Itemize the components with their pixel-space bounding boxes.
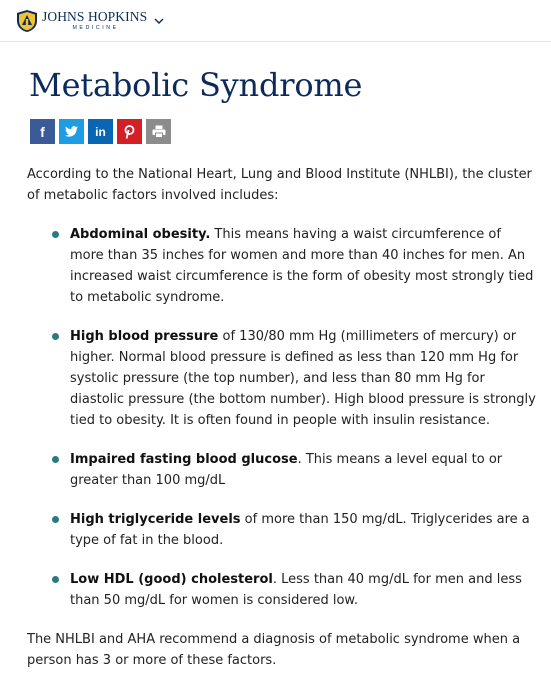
factor-text: of more than 150 mg/dL. Triglycerides are a type of fat in the blood.: [70, 512, 530, 548]
page-title: Metabolic Syndrome: [29, 66, 363, 104]
factor-term: Impaired fasting blood glucose: [70, 452, 298, 467]
twitter-icon: [65, 126, 78, 137]
factor-list: [27, 224, 542, 611]
site-logo[interactable]: [16, 9, 164, 33]
list-item: [70, 449, 542, 491]
factor-term: High triglyceride levels: [70, 512, 241, 527]
article-body: [27, 164, 542, 671]
factor-text: . Less than 40 mg/dL for men and less than 50 mg/dL for women is considered low.: [70, 572, 522, 608]
factor-term: Low HDL (good) cholesterol: [70, 572, 273, 587]
factor-text: This means having a waist circumference of more than 35 inches for women and more than 40 inches for men. An increased waist circumference is the form of obesity most strongly tied to metabolic syndrome.: [70, 227, 534, 305]
facebook-share-button[interactable]: [30, 119, 55, 144]
twitter-share-button[interactable]: [59, 119, 84, 144]
pinterest-icon: [124, 125, 135, 139]
printer-icon: [152, 125, 166, 138]
linkedin-share-button[interactable]: [88, 119, 113, 144]
list-item: [70, 224, 542, 308]
logo-subtitle: MEDICINE: [72, 24, 119, 31]
print-button[interactable]: [146, 119, 171, 144]
site-header: [0, 0, 551, 42]
list-item: [70, 326, 542, 431]
list-item: [70, 509, 542, 551]
conclusion-paragraph: The NHLBI and AHA recommend a diagnosis of metabolic syndrome when a person has 3 or more of these factors.: [27, 632, 521, 668]
factor-term: High blood pressure: [70, 329, 219, 344]
list-item: [70, 569, 542, 611]
logo-wordmark: [42, 10, 147, 31]
linkedin-icon: in: [95, 124, 106, 139]
factor-text: . This means a level equal to or greater than 100 mg/dL: [70, 452, 503, 488]
intro-paragraph: According to the National Heart, Lung and Blood Institute (NHLBI), the cluster of metabolic factors involved includes:: [27, 167, 532, 203]
pinterest-share-button[interactable]: [117, 119, 142, 144]
factor-text: of 130/80 mm Hg (millimeters of mercury) or higher. Normal blood pressure is defined as less than 120 mm Hg for systolic pressure (the top number), and less than 80 mm Hg for diastolic pressure (the bottom number). High blood pressure is strongly tied to obesity. It is often found in people with insulin resistance.: [70, 329, 536, 428]
logo-name: JOHNS HOPKINS: [42, 9, 148, 25]
share-bar: [30, 119, 175, 144]
facebook-icon: f: [40, 123, 45, 140]
chevron-down-icon[interactable]: [154, 18, 164, 24]
factor-term: Abdominal obesity.: [70, 227, 211, 242]
shield-icon: [16, 9, 38, 33]
